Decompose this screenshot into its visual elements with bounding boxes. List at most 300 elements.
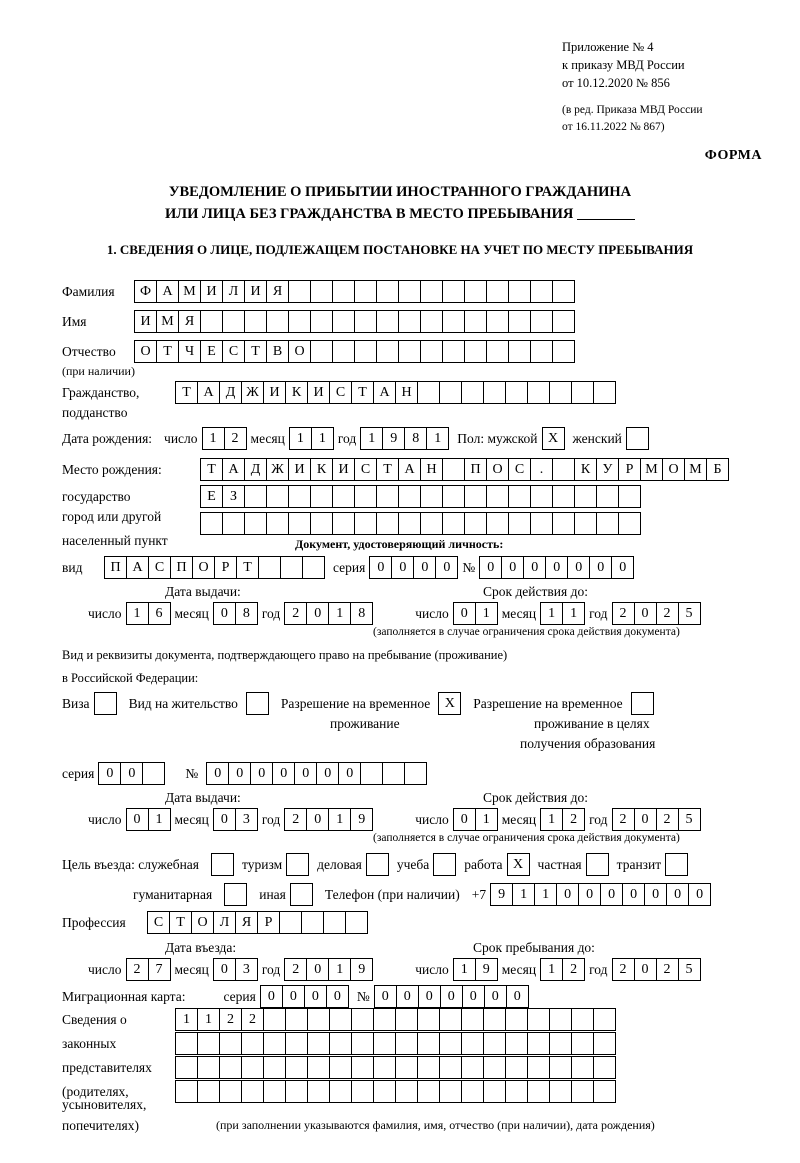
char-cell[interactable]	[398, 340, 421, 363]
char-cell[interactable]: Е	[200, 340, 223, 363]
char-cell[interactable]: 0	[294, 762, 317, 785]
char-cell[interactable]	[461, 381, 484, 404]
char-cell[interactable]	[464, 512, 487, 535]
char-cell[interactable]: Т	[169, 911, 192, 934]
char-cell[interactable]: 0	[622, 883, 645, 906]
char-cell[interactable]: 1	[512, 883, 535, 906]
char-cell[interactable]	[596, 512, 619, 535]
char-cell[interactable]: 9	[350, 958, 373, 981]
char-cell[interactable]	[307, 1032, 330, 1055]
char-cell[interactable]: 0	[213, 808, 236, 831]
char-cell[interactable]: 0	[374, 985, 397, 1008]
char-cell[interactable]: 2	[219, 1008, 242, 1031]
char-cell[interactable]	[461, 1056, 484, 1079]
char-cell[interactable]	[373, 1008, 396, 1031]
char-cell[interactable]	[530, 280, 553, 303]
char-cell[interactable]: Р	[214, 556, 237, 579]
entry-day-input[interactable]	[126, 958, 171, 981]
char-cell[interactable]: 1	[202, 427, 225, 450]
char-cell[interactable]: А	[373, 381, 396, 404]
char-cell[interactable]	[483, 1008, 506, 1031]
char-cell[interactable]: 1	[126, 602, 149, 625]
char-cell[interactable]: 6	[148, 602, 171, 625]
char-cell[interactable]: 0	[453, 602, 476, 625]
char-cell[interactable]	[395, 1056, 418, 1079]
char-cell[interactable]	[439, 1080, 462, 1103]
char-cell[interactable]	[376, 512, 399, 535]
char-cell[interactable]	[94, 692, 117, 715]
char-cell[interactable]: 0	[479, 556, 502, 579]
char-cell[interactable]: И	[307, 381, 330, 404]
char-cell[interactable]	[351, 1080, 374, 1103]
char-cell[interactable]	[219, 1032, 242, 1055]
char-cell[interactable]: 1	[289, 427, 312, 450]
char-cell[interactable]	[307, 1056, 330, 1079]
char-cell[interactable]: 2	[562, 808, 585, 831]
char-cell[interactable]: 2	[126, 958, 149, 981]
surname-input[interactable]	[134, 280, 575, 303]
char-cell[interactable]: 0	[556, 883, 579, 906]
char-cell[interactable]: 1	[534, 883, 557, 906]
char-cell[interactable]	[175, 1080, 198, 1103]
char-cell[interactable]	[329, 1080, 352, 1103]
char-cell[interactable]	[593, 1008, 616, 1031]
char-cell[interactable]: 0	[523, 556, 546, 579]
char-cell[interactable]: 0	[272, 762, 295, 785]
char-cell[interactable]: 0	[501, 556, 524, 579]
char-cell[interactable]	[197, 1056, 220, 1079]
char-cell[interactable]	[263, 1056, 286, 1079]
char-cell[interactable]: 2	[284, 808, 307, 831]
edu-residence-checkbox[interactable]	[631, 692, 654, 715]
char-cell[interactable]	[200, 310, 223, 333]
char-cell[interactable]: 1	[540, 958, 563, 981]
char-cell[interactable]	[241, 1056, 264, 1079]
char-cell[interactable]: 2	[284, 602, 307, 625]
char-cell[interactable]	[285, 1056, 308, 1079]
char-cell[interactable]	[571, 381, 594, 404]
char-cell[interactable]	[200, 512, 223, 535]
char-cell[interactable]	[288, 485, 311, 508]
char-cell[interactable]: 0	[578, 883, 601, 906]
char-cell[interactable]: З	[222, 485, 245, 508]
char-cell[interactable]: Ж	[241, 381, 264, 404]
char-cell[interactable]: П	[170, 556, 193, 579]
char-cell[interactable]: И	[332, 458, 355, 481]
char-cell[interactable]	[486, 280, 509, 303]
char-cell[interactable]: Б	[706, 458, 729, 481]
legal-rep-input-row4[interactable]	[175, 1080, 616, 1103]
char-cell[interactable]: 1	[475, 602, 498, 625]
char-cell[interactable]: .	[530, 458, 553, 481]
char-cell[interactable]: Н	[395, 381, 418, 404]
char-cell[interactable]: 1	[540, 808, 563, 831]
char-cell[interactable]: 0	[213, 602, 236, 625]
char-cell[interactable]: 1	[475, 808, 498, 831]
char-cell[interactable]	[351, 1056, 374, 1079]
char-cell[interactable]	[332, 310, 355, 333]
char-cell[interactable]: П	[104, 556, 127, 579]
char-cell[interactable]: К	[574, 458, 597, 481]
char-cell[interactable]	[332, 512, 355, 535]
char-cell[interactable]: П	[464, 458, 487, 481]
char-cell[interactable]: 9	[490, 883, 513, 906]
char-cell[interactable]	[373, 1056, 396, 1079]
char-cell[interactable]	[433, 853, 456, 876]
char-cell[interactable]	[310, 340, 333, 363]
char-cell[interactable]: 0	[506, 985, 529, 1008]
char-cell[interactable]	[549, 1032, 572, 1055]
purpose-other-checkbox[interactable]	[290, 883, 313, 906]
char-cell[interactable]: 0	[413, 556, 436, 579]
char-cell[interactable]	[527, 1008, 550, 1031]
char-cell[interactable]	[530, 310, 553, 333]
char-cell[interactable]	[395, 1032, 418, 1055]
char-cell[interactable]: М	[640, 458, 663, 481]
char-cell[interactable]: С	[222, 340, 245, 363]
char-cell[interactable]: 0	[213, 958, 236, 981]
char-cell[interactable]	[508, 280, 531, 303]
char-cell[interactable]	[197, 1032, 220, 1055]
char-cell[interactable]	[508, 485, 531, 508]
entry-month-input[interactable]	[213, 958, 258, 981]
char-cell[interactable]: 0	[462, 985, 485, 1008]
char-cell[interactable]	[552, 485, 575, 508]
char-cell[interactable]	[351, 1032, 374, 1055]
char-cell[interactable]: С	[148, 556, 171, 579]
permit-issue-month-input[interactable]	[213, 808, 258, 831]
char-cell[interactable]: 1	[328, 602, 351, 625]
char-cell[interactable]	[665, 853, 688, 876]
char-cell[interactable]	[307, 1080, 330, 1103]
char-cell[interactable]: Л	[222, 280, 245, 303]
char-cell[interactable]	[571, 1080, 594, 1103]
char-cell[interactable]	[285, 1032, 308, 1055]
char-cell[interactable]	[442, 340, 465, 363]
char-cell[interactable]	[549, 381, 572, 404]
char-cell[interactable]	[464, 310, 487, 333]
char-cell[interactable]	[505, 1008, 528, 1031]
char-cell[interactable]: 9	[382, 427, 405, 450]
char-cell[interactable]	[420, 485, 443, 508]
char-cell[interactable]: И	[288, 458, 311, 481]
char-cell[interactable]: 7	[148, 958, 171, 981]
char-cell[interactable]	[280, 556, 303, 579]
purpose-study-checkbox[interactable]	[433, 853, 456, 876]
sex-male-checkbox[interactable]	[542, 427, 565, 450]
char-cell[interactable]	[527, 381, 550, 404]
char-cell[interactable]: 0	[391, 556, 414, 579]
char-cell[interactable]	[310, 310, 333, 333]
char-cell[interactable]	[461, 1032, 484, 1055]
char-cell[interactable]: А	[398, 458, 421, 481]
char-cell[interactable]: Я	[266, 280, 289, 303]
char-cell[interactable]: 3	[235, 958, 258, 981]
char-cell[interactable]	[382, 762, 405, 785]
purpose-business-checkbox[interactable]	[366, 853, 389, 876]
char-cell[interactable]	[142, 762, 165, 785]
char-cell[interactable]	[354, 485, 377, 508]
char-cell[interactable]: 0	[316, 762, 339, 785]
char-cell[interactable]	[417, 381, 440, 404]
purpose-work-checkbox[interactable]	[507, 853, 530, 876]
char-cell[interactable]: X	[438, 692, 461, 715]
char-cell[interactable]	[593, 1056, 616, 1079]
char-cell[interactable]	[417, 1056, 440, 1079]
doc-number-input[interactable]	[479, 556, 634, 579]
char-cell[interactable]	[417, 1080, 440, 1103]
stay-year-input[interactable]	[612, 958, 701, 981]
stay-month-input[interactable]	[540, 958, 585, 981]
char-cell[interactable]: Н	[420, 458, 443, 481]
char-cell[interactable]: 1	[148, 808, 171, 831]
char-cell[interactable]	[354, 340, 377, 363]
char-cell[interactable]: 0	[600, 883, 623, 906]
permit-issue-year-input[interactable]	[284, 808, 373, 831]
char-cell[interactable]	[266, 512, 289, 535]
char-cell[interactable]	[395, 1008, 418, 1031]
char-cell[interactable]	[244, 310, 267, 333]
char-cell[interactable]: 0	[228, 762, 251, 785]
phone-input[interactable]	[490, 883, 711, 906]
char-cell[interactable]	[420, 310, 443, 333]
char-cell[interactable]: 0	[306, 602, 329, 625]
char-cell[interactable]	[530, 485, 553, 508]
char-cell[interactable]	[420, 280, 443, 303]
char-cell[interactable]	[486, 310, 509, 333]
permit-number-input[interactable]	[206, 762, 427, 785]
char-cell[interactable]	[395, 1080, 418, 1103]
char-cell[interactable]: Е	[200, 485, 223, 508]
char-cell[interactable]	[505, 1032, 528, 1055]
char-cell[interactable]	[574, 485, 597, 508]
char-cell[interactable]: 0	[260, 985, 283, 1008]
char-cell[interactable]	[398, 310, 421, 333]
char-cell[interactable]	[329, 1008, 352, 1031]
birth-year-input[interactable]	[360, 427, 449, 450]
char-cell[interactable]: У	[596, 458, 619, 481]
char-cell[interactable]	[323, 911, 346, 934]
char-cell[interactable]: Т	[236, 556, 259, 579]
char-cell[interactable]: 9	[350, 808, 373, 831]
char-cell[interactable]: 2	[562, 958, 585, 981]
char-cell[interactable]	[279, 911, 302, 934]
char-cell[interactable]: 0	[435, 556, 458, 579]
char-cell[interactable]: 3	[235, 808, 258, 831]
doc-kind-input[interactable]	[104, 556, 325, 579]
char-cell[interactable]: И	[134, 310, 157, 333]
char-cell[interactable]	[310, 280, 333, 303]
char-cell[interactable]	[571, 1008, 594, 1031]
char-cell[interactable]: М	[684, 458, 707, 481]
char-cell[interactable]: И	[244, 280, 267, 303]
char-cell[interactable]	[222, 512, 245, 535]
char-cell[interactable]	[266, 310, 289, 333]
profession-input[interactable]	[147, 911, 368, 934]
char-cell[interactable]	[302, 556, 325, 579]
char-cell[interactable]	[552, 512, 575, 535]
char-cell[interactable]: 5	[678, 602, 701, 625]
char-cell[interactable]	[288, 310, 311, 333]
char-cell[interactable]: И	[263, 381, 286, 404]
purpose-transit-checkbox[interactable]	[665, 853, 688, 876]
char-cell[interactable]: 0	[418, 985, 441, 1008]
char-cell[interactable]	[244, 485, 267, 508]
char-cell[interactable]: 0	[250, 762, 273, 785]
char-cell[interactable]: А	[156, 280, 179, 303]
permit-issue-day-input[interactable]	[126, 808, 171, 831]
char-cell[interactable]	[552, 458, 575, 481]
char-cell[interactable]	[345, 911, 368, 934]
char-cell[interactable]: О	[486, 458, 509, 481]
char-cell[interactable]	[366, 853, 389, 876]
char-cell[interactable]	[376, 280, 399, 303]
char-cell[interactable]: 2	[656, 958, 679, 981]
char-cell[interactable]	[593, 1032, 616, 1055]
char-cell[interactable]: 0	[666, 883, 689, 906]
char-cell[interactable]: 0	[326, 985, 349, 1008]
char-cell[interactable]	[373, 1032, 396, 1055]
char-cell[interactable]	[398, 280, 421, 303]
char-cell[interactable]: 1	[540, 602, 563, 625]
char-cell[interactable]: 0	[589, 556, 612, 579]
char-cell[interactable]	[219, 1080, 242, 1103]
char-cell[interactable]	[626, 427, 649, 450]
char-cell[interactable]: 2	[656, 602, 679, 625]
char-cell[interactable]: Л	[213, 911, 236, 934]
char-cell[interactable]	[244, 512, 267, 535]
purpose-private-checkbox[interactable]	[586, 853, 609, 876]
char-cell[interactable]: 2	[284, 958, 307, 981]
char-cell[interactable]: А	[222, 458, 245, 481]
char-cell[interactable]	[285, 1008, 308, 1031]
char-cell[interactable]	[442, 280, 465, 303]
char-cell[interactable]	[417, 1008, 440, 1031]
char-cell[interactable]: А	[126, 556, 149, 579]
char-cell[interactable]: С	[147, 911, 170, 934]
char-cell[interactable]	[222, 310, 245, 333]
char-cell[interactable]	[483, 1032, 506, 1055]
char-cell[interactable]	[530, 512, 553, 535]
char-cell[interactable]	[417, 1032, 440, 1055]
char-cell[interactable]	[552, 310, 575, 333]
stay-day-input[interactable]	[453, 958, 498, 981]
legal-rep-input-row1[interactable]	[175, 1008, 616, 1031]
char-cell[interactable]: К	[310, 458, 333, 481]
char-cell[interactable]: С	[329, 381, 352, 404]
char-cell[interactable]	[241, 1032, 264, 1055]
char-cell[interactable]	[288, 512, 311, 535]
char-cell[interactable]	[461, 1008, 484, 1031]
char-cell[interactable]: Д	[219, 381, 242, 404]
char-cell[interactable]: 1	[328, 958, 351, 981]
visa-checkbox[interactable]	[94, 692, 117, 715]
char-cell[interactable]	[483, 381, 506, 404]
char-cell[interactable]	[586, 853, 609, 876]
char-cell[interactable]: Т	[244, 340, 267, 363]
char-cell[interactable]: Ж	[266, 458, 289, 481]
citizenship-input[interactable]	[175, 381, 616, 404]
char-cell[interactable]: 0	[644, 883, 667, 906]
char-cell[interactable]	[552, 340, 575, 363]
birth-place-input-row1[interactable]	[200, 458, 729, 481]
char-cell[interactable]: 0	[634, 958, 657, 981]
birth-place-input-row2[interactable]	[200, 485, 641, 508]
char-cell[interactable]: Т	[200, 458, 223, 481]
char-cell[interactable]: Я	[235, 911, 258, 934]
char-cell[interactable]: М	[156, 310, 179, 333]
char-cell[interactable]	[263, 1008, 286, 1031]
char-cell[interactable]: О	[192, 556, 215, 579]
char-cell[interactable]: 2	[612, 602, 635, 625]
doc-issue-year-input[interactable]	[284, 602, 373, 625]
char-cell[interactable]	[211, 853, 234, 876]
char-cell[interactable]	[464, 340, 487, 363]
char-cell[interactable]	[360, 762, 383, 785]
birth-month-input[interactable]	[289, 427, 334, 450]
char-cell[interactable]	[258, 556, 281, 579]
char-cell[interactable]	[618, 485, 641, 508]
char-cell[interactable]	[618, 512, 641, 535]
char-cell[interactable]	[420, 340, 443, 363]
char-cell[interactable]: 0	[453, 808, 476, 831]
char-cell[interactable]: 2	[612, 958, 635, 981]
char-cell[interactable]: М	[178, 280, 201, 303]
char-cell[interactable]	[442, 485, 465, 508]
char-cell[interactable]	[461, 1080, 484, 1103]
char-cell[interactable]: 0	[206, 762, 229, 785]
char-cell[interactable]	[310, 485, 333, 508]
char-cell[interactable]	[307, 1008, 330, 1031]
char-cell[interactable]: 0	[634, 808, 657, 831]
char-cell[interactable]	[290, 883, 313, 906]
char-cell[interactable]: 2	[224, 427, 247, 450]
char-cell[interactable]	[354, 310, 377, 333]
char-cell[interactable]: В	[266, 340, 289, 363]
char-cell[interactable]: 0	[396, 985, 419, 1008]
char-cell[interactable]: Ф	[134, 280, 157, 303]
char-cell[interactable]: 0	[369, 556, 392, 579]
char-cell[interactable]	[571, 1032, 594, 1055]
char-cell[interactable]	[486, 485, 509, 508]
char-cell[interactable]	[376, 310, 399, 333]
char-cell[interactable]: 5	[678, 808, 701, 831]
char-cell[interactable]: 1	[175, 1008, 198, 1031]
char-cell[interactable]: 0	[567, 556, 590, 579]
char-cell[interactable]	[354, 280, 377, 303]
permit-valid-year-input[interactable]	[612, 808, 701, 831]
char-cell[interactable]: А	[197, 381, 220, 404]
char-cell[interactable]	[439, 381, 462, 404]
mc-number-input[interactable]	[374, 985, 529, 1008]
char-cell[interactable]	[527, 1056, 550, 1079]
char-cell[interactable]	[505, 381, 528, 404]
char-cell[interactable]: 0	[306, 958, 329, 981]
char-cell[interactable]: 0	[120, 762, 143, 785]
char-cell[interactable]	[175, 1032, 198, 1055]
birth-day-input[interactable]	[202, 427, 247, 450]
char-cell[interactable]: Д	[244, 458, 267, 481]
char-cell[interactable]	[246, 692, 269, 715]
char-cell[interactable]	[351, 1008, 374, 1031]
birth-place-input-row3[interactable]	[200, 512, 641, 535]
doc-issue-day-input[interactable]	[126, 602, 171, 625]
char-cell[interactable]: Т	[376, 458, 399, 481]
char-cell[interactable]: Р	[618, 458, 641, 481]
permit-series-input[interactable]	[98, 762, 165, 785]
temp-residence-checkbox[interactable]	[438, 692, 461, 715]
char-cell[interactable]	[439, 1008, 462, 1031]
